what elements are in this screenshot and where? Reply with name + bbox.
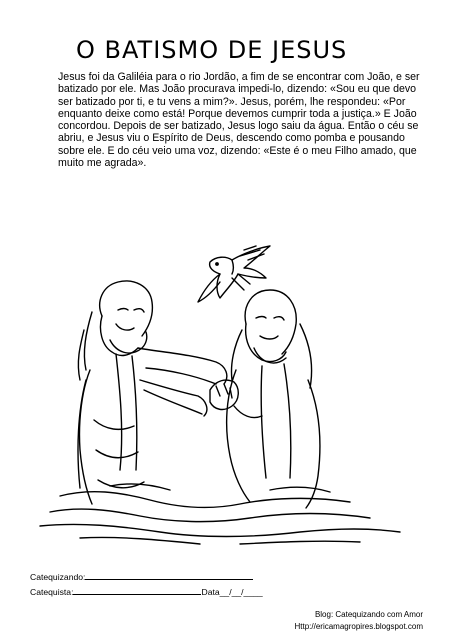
river-water (40, 484, 400, 544)
catechist-field (30, 586, 263, 597)
blog-credit: Blog: Catequizando com Amor (314, 610, 423, 619)
john-figure (78, 281, 227, 504)
baptism-illustration (20, 220, 420, 550)
catechized-field (30, 571, 253, 582)
date-label: Data (201, 587, 220, 597)
page-title: O BATISMO DE JESUS (76, 36, 348, 64)
date-blank[interactable]: __/__/____ (219, 587, 263, 597)
catechized-line[interactable] (85, 571, 253, 580)
blog-url: Http://ericamagropires.blogspot.com (294, 622, 423, 631)
catechist-label: Catequista: (30, 587, 74, 597)
dove-icon (198, 246, 270, 302)
catechist-line[interactable] (73, 586, 201, 595)
jesus-figure (210, 290, 320, 508)
story-text: Jesus foi da Galiléia para o rio Jordão, a fim de se encontrar com João, e ser batizado por ele. Mas João procurava impedi-lo, dizendo: «Sou eu que devo ser batizado por ti, e tu vens a mim?». Jesus, porém, lhe respondeu: «Por enquanto deixe como está! Porque devemos cumprir toda a justiça.» E João concordou. Depois de ser batizado, Jesus logo saiu da água. Então o céu se abriu, e Jesus viu o Espírito de Deus, descendo como pomba e pousando sobre ele. E do céu veio uma voz, dizendo: «Este é o meu Filho amado, que muito me agrada». (58, 71, 420, 170)
catechized-label: Catequizando: (30, 572, 86, 582)
